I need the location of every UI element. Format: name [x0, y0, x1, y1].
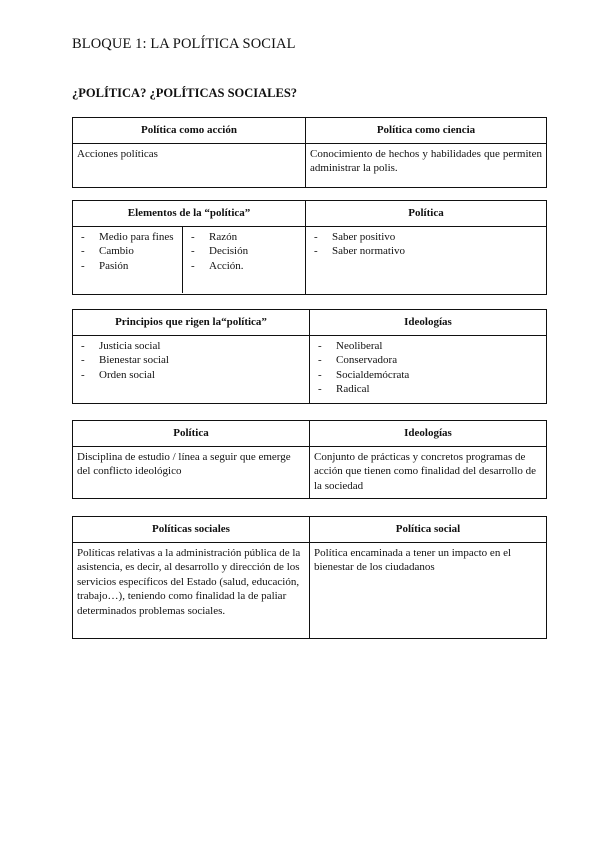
table-elementos-politica: [72, 200, 547, 295]
list-item: - Saber positivo: [310, 230, 542, 245]
table-header: Ideologías: [310, 421, 547, 447]
table-header: Política: [73, 421, 310, 447]
table-header: Ideologías: [310, 310, 547, 336]
list-item: - Decisión: [187, 244, 301, 259]
list-item: - Acción.: [187, 259, 301, 274]
table-header: Políticas sociales: [73, 517, 310, 543]
elementos-cell: [73, 226, 306, 294]
list-item: - Justicia social: [77, 339, 305, 354]
table-cell: Conocimiento de hechos y habilidades que permiten administrar la polis.: [306, 143, 547, 187]
list-item: - Bienestar social: [77, 353, 305, 368]
list-item: - Radical: [314, 382, 542, 397]
table-cell: Política encaminada a tener un impacto en el bienestar de los ciudadanos: [310, 542, 547, 638]
table-cell: Conjunto de prácticas y concretos programas de acción que tienen como finalidad del desarrollo de la sociedad: [310, 446, 547, 498]
list-item: - Conservadora: [314, 353, 542, 368]
table-principios-ideologias: [72, 309, 547, 404]
elementos-list-a-cell: [73, 227, 183, 293]
table-header: Política como ciencia: [306, 118, 547, 144]
principios-list: [77, 339, 305, 383]
list-item: - Saber normativo: [310, 244, 542, 259]
table-header: Política social: [310, 517, 547, 543]
ideologias-cell: [310, 335, 547, 403]
elementos-list-b: [187, 230, 301, 274]
list-item: - Orden social: [77, 368, 305, 383]
table-politicas-sociales: [72, 516, 547, 639]
section-subtitle: ¿POLÍTICA? ¿POLÍTICAS SOCIALES?: [72, 86, 298, 100]
list-item: - Neoliberal: [314, 339, 542, 354]
principios-cell: [73, 335, 310, 403]
list-item: - Razón: [187, 230, 301, 245]
elementos-list-a: [77, 230, 178, 274]
table-accion-ciencia: [72, 117, 547, 188]
ideologias-list: [314, 339, 542, 397]
list-item: - Pasión: [77, 259, 178, 274]
elementos-list-b-cell: [183, 227, 306, 293]
table-header: Política: [306, 201, 547, 227]
table-politica-ideologias: [72, 420, 547, 499]
saber-list: [310, 230, 542, 259]
table-header: Política como acción: [73, 118, 306, 144]
table-cell: Políticas relativas a la administración pública de la asistencia, es decir, al desarrollo y dirección de los servicios específicos del Estado (salud, educación, trabajo…), teniendo como finalidad la de paliar determinados problemas sociales.: [73, 542, 310, 638]
table-header: Principios que rigen la“política”: [73, 310, 310, 336]
politica-saber-cell: [306, 226, 547, 294]
list-item: - Socialdemócrata: [314, 368, 542, 383]
table-header: Elementos de la “política”: [73, 201, 306, 227]
document-title: BLOQUE 1: LA POLÍTICA SOCIAL: [72, 36, 296, 52]
list-item: - Medio para fines: [77, 230, 178, 245]
table-cell: Disciplina de estudio / línea a seguir que emerge del conflicto ideológico: [73, 446, 310, 498]
list-item: - Cambio: [77, 244, 178, 259]
table-cell: Acciones políticas: [73, 143, 306, 187]
elementos-split: [73, 227, 305, 293]
